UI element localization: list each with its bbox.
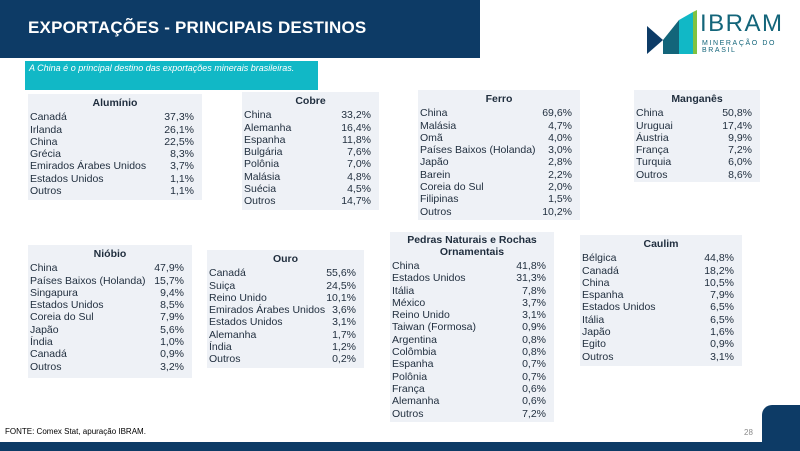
table-row xyxy=(418,181,580,193)
footer-source: FONTE: Comex Stat, apuração IBRAM. xyxy=(5,427,146,436)
table-title-line2: Ornamentais xyxy=(439,245,505,258)
country-name: Uruguai xyxy=(636,119,673,132)
country-name: Argentina xyxy=(392,333,437,346)
table-row xyxy=(390,346,554,358)
country-name: Índia xyxy=(209,341,232,354)
country-name: Estados Unidos xyxy=(30,299,104,312)
country-name: Grécia xyxy=(30,148,61,161)
country-name: Canadá xyxy=(30,111,67,124)
table-row xyxy=(28,136,202,148)
share-value: 9,9% xyxy=(728,131,752,144)
table-row xyxy=(28,324,192,336)
share-value: 4,7% xyxy=(548,119,572,132)
share-value: 4,8% xyxy=(347,170,371,183)
table-cobre xyxy=(242,92,379,210)
table-title: Manganês xyxy=(671,93,723,105)
share-value: 41,8% xyxy=(516,260,546,272)
share-value: 3,7% xyxy=(522,296,546,309)
table-row xyxy=(418,144,580,156)
share-value: 10,2% xyxy=(542,205,572,218)
table-row xyxy=(207,341,364,353)
corner-decoration xyxy=(762,405,800,451)
share-value: 1,5% xyxy=(548,193,572,206)
table-row xyxy=(28,160,202,172)
table-row xyxy=(207,316,364,328)
country-name: França xyxy=(636,144,669,157)
country-name: Canadá xyxy=(209,267,246,280)
share-value: 0,6% xyxy=(522,382,546,395)
country-name: Irlanda xyxy=(30,123,63,136)
table-row xyxy=(207,304,364,316)
table-row xyxy=(580,252,742,264)
country-name: Japão xyxy=(30,323,59,336)
table-row xyxy=(390,358,554,370)
table-row xyxy=(207,292,364,304)
table-row xyxy=(580,265,742,277)
table-manganes xyxy=(634,90,760,182)
country-name: Egito xyxy=(582,338,606,351)
country-name: Singapura xyxy=(30,286,78,299)
share-value: 0,2% xyxy=(332,353,356,366)
country-name: Itália xyxy=(392,284,415,297)
share-value: 1,0% xyxy=(160,336,184,349)
share-value: 1,6% xyxy=(710,326,734,339)
country-name: França xyxy=(392,382,425,395)
table-row xyxy=(580,338,742,350)
share-value: 0,9% xyxy=(160,348,184,361)
country-name: Bélgica xyxy=(582,252,617,265)
table-row xyxy=(634,169,760,181)
table-row xyxy=(242,183,379,195)
subtitle-box xyxy=(25,61,318,90)
table-row xyxy=(207,329,364,341)
country-name: Áustria xyxy=(636,131,669,144)
country-name: México xyxy=(392,296,426,309)
table-ouro xyxy=(207,250,364,368)
share-value: 3,6% xyxy=(332,304,356,317)
share-value: 6,5% xyxy=(710,313,734,326)
share-value: 18,2% xyxy=(704,264,734,277)
share-value: 0,9% xyxy=(522,321,546,334)
share-value: 7,9% xyxy=(160,311,184,324)
share-value: 0,9% xyxy=(710,338,734,351)
table-row xyxy=(28,111,202,123)
country-name: China xyxy=(636,107,664,120)
share-value: 69,6% xyxy=(542,107,572,120)
country-name: Suiça xyxy=(209,279,236,292)
share-value: 14,7% xyxy=(341,195,371,208)
share-value: 4,5% xyxy=(347,183,371,196)
table-title: Ouro xyxy=(272,253,299,265)
country-name: Reino Unido xyxy=(209,291,267,304)
country-name: China xyxy=(244,109,272,122)
table-row xyxy=(28,124,202,136)
country-name: Estados Unidos xyxy=(582,301,656,314)
country-name: Outros xyxy=(244,195,276,208)
share-value: 2,0% xyxy=(548,181,572,194)
share-value: 10,1% xyxy=(326,291,356,304)
share-value: 1,1% xyxy=(170,172,194,185)
share-value: 3,7% xyxy=(170,160,194,173)
share-value: 3,1% xyxy=(522,309,546,322)
share-value: 33,2% xyxy=(341,109,371,122)
share-value: 11,8% xyxy=(342,133,371,146)
table-row xyxy=(28,173,202,185)
country-name: Coreia do Sul xyxy=(420,181,484,194)
country-name: Canadá xyxy=(30,348,67,361)
country-name: Espanha xyxy=(244,133,286,146)
country-name: Reino Unido xyxy=(392,309,450,322)
table-row xyxy=(634,156,760,168)
country-name: Outros xyxy=(30,360,62,373)
country-name: Coreia do Sul xyxy=(30,311,94,324)
table-title xyxy=(390,232,554,260)
table-row xyxy=(418,193,580,205)
share-value: 16,4% xyxy=(341,121,371,134)
table-row xyxy=(242,146,379,158)
table-niobio xyxy=(28,245,192,378)
country-name: Omã xyxy=(420,131,443,144)
table-row xyxy=(390,383,554,395)
share-value: 8,5% xyxy=(160,299,184,312)
country-name: China xyxy=(30,262,58,275)
share-value: 26,1% xyxy=(164,123,194,136)
country-name: China xyxy=(30,135,58,148)
share-value: 2,2% xyxy=(548,168,572,181)
table-row xyxy=(28,299,192,311)
table-row xyxy=(390,395,554,407)
table-row xyxy=(580,351,742,363)
title-bar xyxy=(0,0,480,58)
table-row xyxy=(634,107,760,119)
logo-tagline: MINERAÇÃO DO BRASIL xyxy=(702,40,777,54)
share-value: 0,7% xyxy=(522,370,546,383)
table-row xyxy=(28,336,192,348)
country-name: Taiwan (Formosa) xyxy=(392,321,477,334)
share-value: 44,8% xyxy=(704,252,734,265)
table-aluminio xyxy=(28,94,202,200)
table-row xyxy=(390,408,554,420)
share-value: 7,0% xyxy=(347,158,371,171)
share-value: 2,8% xyxy=(548,156,572,169)
table-title: Alumínio xyxy=(92,97,138,109)
country-name: Alemanha xyxy=(209,328,257,341)
table-title: Nióbio xyxy=(93,248,127,260)
share-value: 7,8% xyxy=(522,284,546,297)
country-name: Japão xyxy=(420,156,449,169)
country-name: Outros xyxy=(392,407,424,420)
table-row xyxy=(242,122,379,134)
share-value: 37,3% xyxy=(164,111,194,124)
table-row xyxy=(634,120,760,132)
share-value: 17,4% xyxy=(722,119,752,132)
table-row xyxy=(580,326,742,338)
table-row xyxy=(207,280,364,292)
table-row xyxy=(242,158,379,170)
table-row xyxy=(418,156,580,168)
share-value: 24,5% xyxy=(326,279,356,292)
table-row xyxy=(418,132,580,144)
country-name: Barein xyxy=(420,168,451,181)
table-row xyxy=(580,277,742,289)
table-row xyxy=(207,353,364,365)
table-row xyxy=(242,134,379,146)
country-name: Índia xyxy=(30,336,53,349)
country-name: Espanha xyxy=(392,358,434,371)
table-row xyxy=(28,148,202,160)
share-value: 3,2% xyxy=(160,360,184,373)
country-name: Alemanha xyxy=(244,121,292,134)
share-value: 8,6% xyxy=(728,168,752,181)
country-name: China xyxy=(420,107,448,120)
country-name: Malásia xyxy=(420,119,457,132)
country-name: Colômbia xyxy=(392,346,437,359)
table-row xyxy=(580,289,742,301)
country-name: Filipinas xyxy=(420,193,459,206)
country-name: Espanha xyxy=(582,289,624,302)
table-row xyxy=(580,301,742,313)
country-name: Outros xyxy=(420,205,452,218)
share-value: 6,0% xyxy=(728,156,752,169)
table-pedras xyxy=(390,232,554,422)
table-row xyxy=(207,267,364,279)
share-value: 7,9% xyxy=(710,289,734,302)
country-name: Outros xyxy=(636,168,668,181)
country-name: Emirados Árabes Unidos xyxy=(30,160,147,173)
table-row xyxy=(418,206,580,218)
country-name: Outros xyxy=(582,350,614,363)
share-value: 3,1% xyxy=(710,350,734,363)
table-row xyxy=(390,309,554,321)
table-title-line1: Pedras Naturais e Rochas xyxy=(407,234,537,246)
table-row xyxy=(28,348,192,360)
share-value: 55,6% xyxy=(326,267,356,280)
country-name: Suécia xyxy=(244,183,277,196)
share-value: 6,5% xyxy=(710,301,734,314)
country-name: Polônia xyxy=(392,370,428,383)
share-value: 50,8% xyxy=(722,107,752,120)
share-value: 8,3% xyxy=(170,148,194,161)
country-name: Países Baixos (Holanda) xyxy=(30,274,146,287)
share-value: 1,7% xyxy=(332,328,356,341)
table-row xyxy=(28,275,192,287)
share-value: 0,8% xyxy=(522,333,546,346)
table-row xyxy=(418,169,580,181)
share-value: 31,3% xyxy=(516,272,546,285)
share-value: 22,5% xyxy=(164,135,194,148)
country-name: Estados Unidos xyxy=(209,316,283,329)
table-title: Ferro xyxy=(485,93,513,105)
table-row xyxy=(28,185,202,197)
share-value: 15,7% xyxy=(154,274,184,287)
share-value: 0,6% xyxy=(522,395,546,408)
logo-name: IBRAM xyxy=(700,10,784,37)
share-value: 3,0% xyxy=(548,144,572,157)
country-name: Malásia xyxy=(244,170,281,183)
page-title: EXPORTAÇÕES - PRINCIPAIS DESTINOS xyxy=(28,18,367,37)
table-title: Cobre xyxy=(295,95,326,107)
page-number: 28 xyxy=(744,428,753,437)
share-value: 3,1% xyxy=(332,316,356,329)
table-row xyxy=(242,109,379,121)
country-name: Alemanha xyxy=(392,395,440,408)
table-title: Caulim xyxy=(643,238,679,250)
table-row xyxy=(390,321,554,333)
table-row xyxy=(390,371,554,383)
table-row xyxy=(580,314,742,326)
country-name: Polônia xyxy=(244,158,280,171)
table-row xyxy=(418,120,580,132)
subtitle-text: A China é o principal destino das exportações minerais brasileiras. xyxy=(29,63,295,73)
table-row xyxy=(390,260,554,272)
table-row xyxy=(390,297,554,309)
table-caulim xyxy=(580,235,742,366)
country-name: Outros xyxy=(30,185,62,198)
table-row xyxy=(634,144,760,156)
country-name: China xyxy=(582,276,610,289)
table-row xyxy=(28,361,192,373)
country-name: China xyxy=(392,260,420,272)
country-name: Estados Unidos xyxy=(392,272,466,285)
share-value: 5,6% xyxy=(160,323,184,336)
country-name: Canadá xyxy=(582,264,619,277)
table-row xyxy=(634,132,760,144)
table-row xyxy=(390,334,554,346)
table-row xyxy=(28,311,192,323)
table-row xyxy=(28,262,192,274)
country-name: Turquia xyxy=(636,156,672,169)
table-row xyxy=(390,272,554,284)
table-row xyxy=(418,107,580,119)
share-value: 7,6% xyxy=(347,146,371,159)
share-value: 9,4% xyxy=(160,286,184,299)
share-value: 0,8% xyxy=(522,346,546,359)
share-value: 7,2% xyxy=(522,407,546,420)
table-ferro xyxy=(418,90,580,220)
country-name: Itália xyxy=(582,313,605,326)
bottom-bar xyxy=(0,442,800,451)
table-row xyxy=(242,171,379,183)
share-value: 47,9% xyxy=(154,262,184,275)
country-name: Japão xyxy=(582,326,611,339)
table-row xyxy=(390,285,554,297)
country-name: Estados Unidos xyxy=(30,172,104,185)
share-value: 7,2% xyxy=(728,144,752,157)
share-value: 4,0% xyxy=(548,131,572,144)
share-value: 1,2% xyxy=(332,341,356,354)
country-name: Emirados Árabes Unidos xyxy=(209,304,326,317)
table-row xyxy=(242,195,379,207)
table-row xyxy=(28,287,192,299)
share-value: 10,5% xyxy=(704,276,734,289)
share-value: 0,7% xyxy=(522,358,546,371)
country-name: Bulgária xyxy=(244,146,283,159)
country-name: Outros xyxy=(209,353,241,366)
country-name: Países Baixos (Holanda) xyxy=(420,144,536,157)
share-value: 1,1% xyxy=(170,185,194,198)
